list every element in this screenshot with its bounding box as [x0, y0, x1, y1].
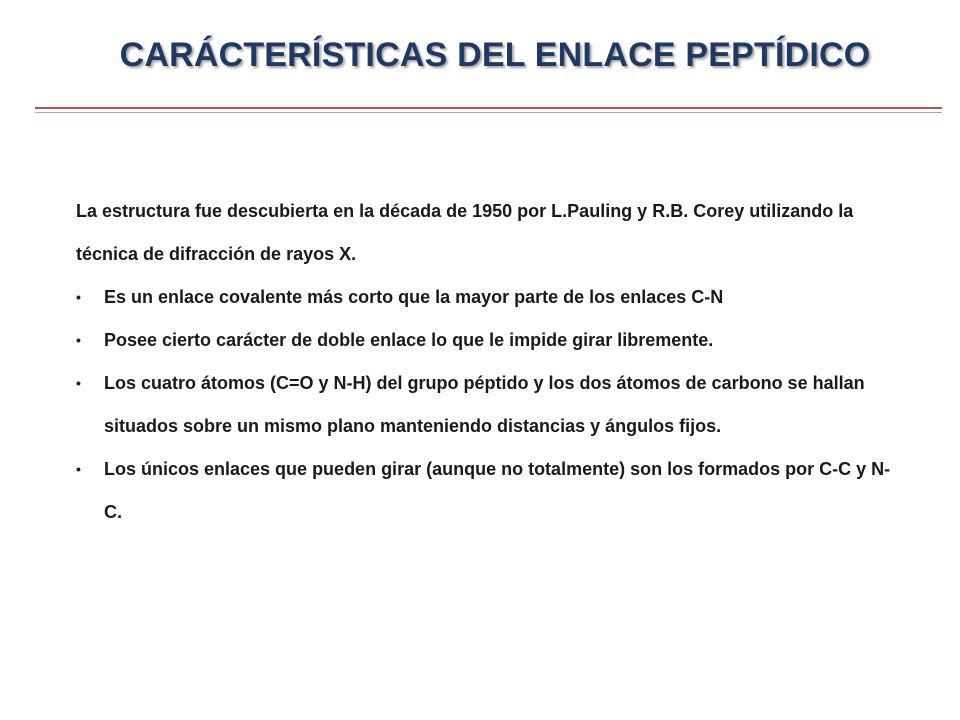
title-divider	[35, 107, 942, 109]
bullet-text: Es un enlace covalente más corto que la mayor parte de los enlaces C-N	[104, 287, 724, 307]
bullet-text: Los cuatro átomos (C=O y N-H) del grupo péptido y los dos átomos de carbono se hallan situados sobre un mismo plano manteniendo distancias y ángulos fijos.	[104, 373, 865, 436]
bullet-icon: •	[76, 375, 81, 391]
slide-body	[76, 190, 896, 534]
bullet-item	[76, 448, 896, 534]
bullet-item	[76, 319, 896, 362]
intro-paragraph: La estructura fue descubierta en la década de 1950 por L.Pauling y R.B. Corey utilizando la técnica de difracción de rayos X.	[76, 201, 854, 264]
bullet-text: Los únicos enlaces que pueden girar (aunque no totalmente) son los formados por C-C y N-C.	[104, 459, 891, 522]
bullet-item	[76, 276, 896, 319]
slide-title: CARÁCTERÍSTICAS DEL ENLACE PEPTÍDICO	[119, 36, 871, 74]
bullet-item	[76, 362, 896, 448]
title-divider-secondary	[35, 112, 942, 113]
bullet-list	[76, 276, 896, 534]
bullet-icon: •	[76, 332, 81, 348]
bullet-icon: •	[76, 289, 81, 305]
bullet-text: Posee cierto carácter de doble enlace lo que le impide girar libremente.	[104, 330, 714, 350]
bullet-icon: •	[76, 461, 81, 477]
